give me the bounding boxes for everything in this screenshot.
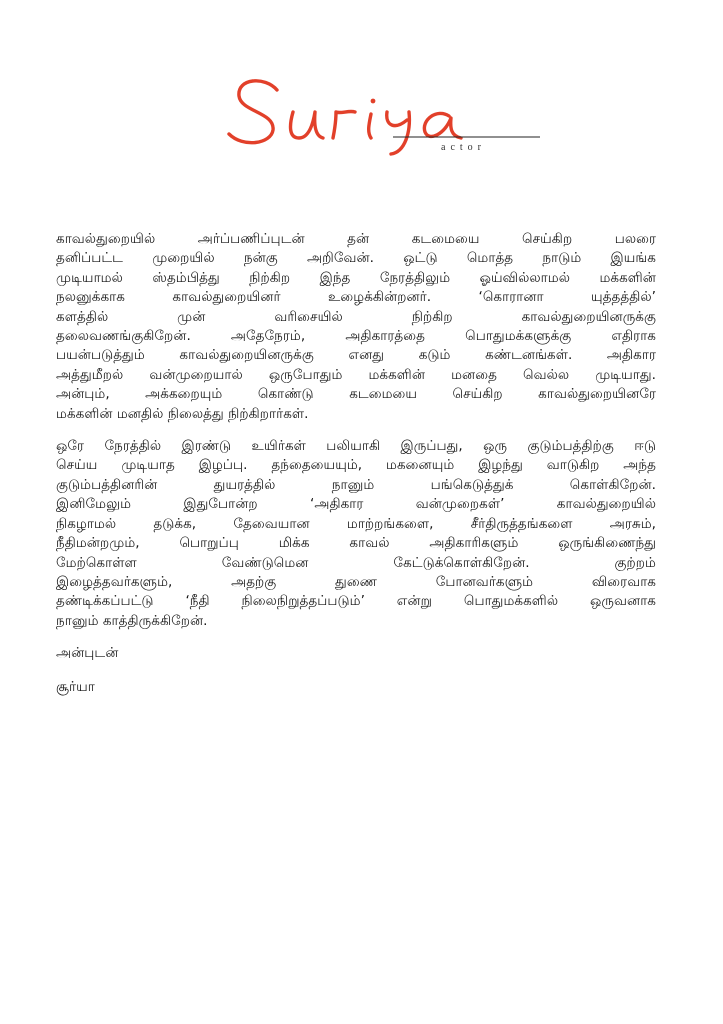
letter-paragraph-2: [56, 437, 656, 631]
paragraph-1-line-10: மக்களின் மனதில் நிலைத்து நிற்கிறார்கள்.: [56, 405, 309, 422]
paragraph-1-line-6: தலைவணங்குகிறேன். அதேநேரம், அதிகாரத்தை பொதுமக்களுக்கு எதிராக: [56, 328, 656, 345]
paragraph-1-line-1: காவல்துறையில் அர்ப்பணிப்புடன் தன் கடமையை செய்கிற பலரை: [56, 231, 656, 247]
svg-text:actor: actor: [441, 142, 486, 153]
letter-paragraph-1: [56, 230, 656, 424]
paragraph-1-line-7: பயன்படுத்தும் காவல்துறையினருக்கு எனது கடும் கண்டனங்கள். அதிகார: [56, 347, 656, 364]
paragraph-2-line-6: நீதிமன்றமும், பொறுப்பு மிக்க காவல் அதிகாரிகளும் ஒருங்கிணைந்து: [56, 535, 656, 552]
paragraph-2-line-1: ஒரே நேரத்தில் இரண்டு உயிர்கள் பலியாகி இருப்பது, ஒரு குடும்பத்திற்கு ஈடு: [56, 438, 656, 455]
paragraph-1-line-4: நலனுக்காக காவல்துறையினர் உழைக்கின்றனர். ‘கொரானா யுத்தத்தில்’: [56, 289, 656, 306]
letterhead: [215, 68, 545, 158]
paragraph-2-line-2: செய்ய முடியாத இழப்பு. தந்தையையும், மகனையும் இழந்து வாடுகிற அந்த: [56, 457, 656, 474]
paragraph-2-line-4: இனிமேலும் இதுபோன்ற ‘அதிகார வன்முறைகள்’ காவல்துறையில்: [56, 496, 656, 513]
paragraph-2-line-3: குடும்பத்தினரின் துயரத்தில் நானும் பங்கெடுத்துக் கொள்கிறேன்.: [56, 476, 656, 493]
paragraph-1-line-2: தனிப்பட்ட முறையில் நன்கு அறிவேன். ஒட்டு மொத்த நாடும் இயங்க: [56, 250, 656, 267]
letter-signature: சூர்யா: [56, 678, 95, 695]
paragraph-2-line-9: தண்டிக்கப்பட்டு ‘நீதி நிலைநிறுத்தப்படும்’ என்று பொதுமக்களில் ஒருவனாக: [56, 593, 656, 610]
letter-closing: அன்புடன்: [56, 645, 119, 662]
paragraph-1-line-5: களத்தில் முன் வரிசையில் நிற்கிற காவல்துறையினருக்கு: [56, 308, 656, 325]
paragraph-1-line-9: அன்பும், அக்கறையும் கொண்டு கடமையை செய்கிற காவல்துறையினரே: [56, 386, 656, 403]
paragraph-1-line-8: அத்துமீறல் வன்முறையால் ஒருபோதும் மக்களின் மனதை வெல்ல முடியாது.: [56, 366, 656, 383]
paragraph-1-line-3: முடியாமல் ஸ்தம்பித்து நிற்கிற இந்த நேரத்திலும் ஓய்வில்லாமல் மக்களின்: [56, 269, 656, 286]
paragraph-2-line-10: நானும் காத்திருக்கிறேன்.: [56, 612, 208, 629]
paragraph-2-line-7: மேற்கொள்ள வேண்டுமென கேட்டுக்கொள்கிறேன். குற்றம்: [56, 554, 656, 571]
paragraph-2-line-8: இழைத்தவர்களும், அதற்கு துணை போனவர்களும் விரைவாக: [56, 573, 656, 590]
paragraph-2-line-5: நிகழாமல் தடுக்க, தேவையான மாற்றங்களை, சீர்திருத்தங்களை அரசும்,: [56, 515, 656, 532]
suriya-logo: [215, 68, 545, 158]
letter-body: [56, 230, 656, 711]
